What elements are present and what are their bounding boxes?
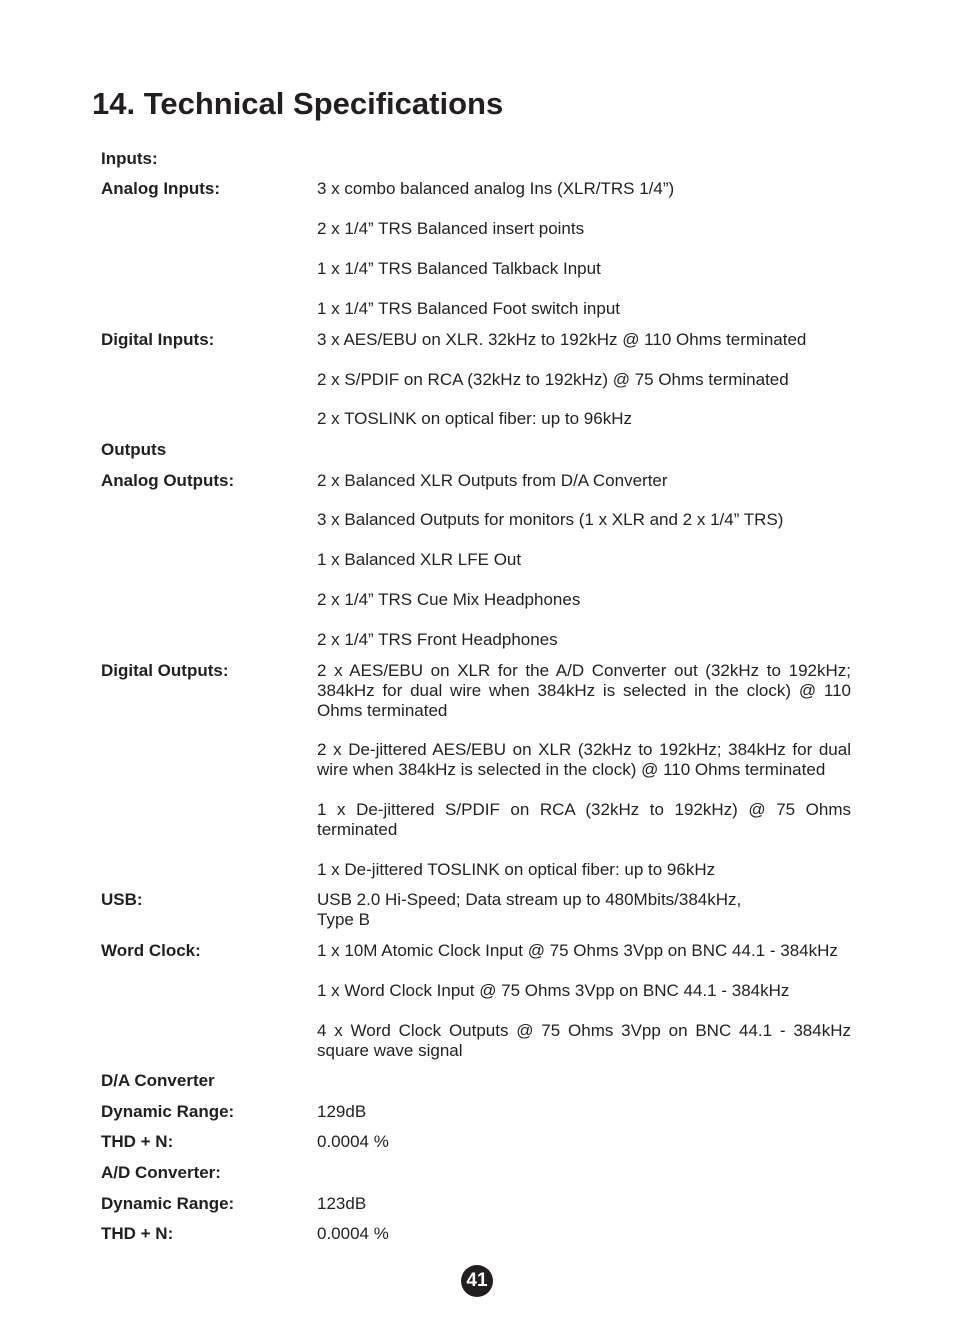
label-digital-outputs: Digital Outputs: bbox=[101, 661, 229, 680]
analog-output-item: 2 x Balanced XLR Outputs from D/A Converter bbox=[317, 471, 668, 490]
usb-spec-line: Type B bbox=[317, 910, 370, 929]
digital-input-item: 2 x TOSLINK on optical fiber: up to 96kHz bbox=[317, 409, 632, 428]
section-heading-inputs: Inputs: bbox=[101, 149, 158, 168]
label-analog-outputs: Analog Outputs: bbox=[101, 471, 235, 490]
analog-input-item: 3 x combo balanced analog Ins (XLR/TRS 1/4”) bbox=[317, 179, 675, 198]
analog-output-item: 1 x Balanced XLR LFE Out bbox=[317, 550, 522, 569]
page-number-badge: 41 bbox=[461, 1265, 493, 1297]
section-heading-da-converter: D/A Converter bbox=[101, 1071, 215, 1090]
label-analog-inputs: Analog Inputs: bbox=[101, 179, 220, 198]
digital-input-item: 2 x S/PDIF on RCA (32kHz to 192kHz) @ 75 Ohms terminated bbox=[317, 370, 789, 389]
section-heading-outputs: Outputs bbox=[101, 440, 167, 459]
label-da-dynamic-range: Dynamic Range: bbox=[101, 1102, 235, 1121]
da-dynamic-range-value: 129dB bbox=[317, 1102, 367, 1121]
analog-input-item: 1 x 1/4” TRS Balanced Foot switch input bbox=[317, 299, 621, 318]
label-ad-dynamic-range: Dynamic Range: bbox=[101, 1194, 235, 1213]
label-ad-thd: THD + N: bbox=[101, 1224, 174, 1243]
digital-output-item: 1 x De-jittered TOSLINK on optical fiber: up to 96kHz bbox=[317, 860, 716, 879]
digital-output-item: 2 x AES/EBU on XLR for the A/D Converter out (32kHz to 192kHz; 384kHz for dual wire when 384kHz is selected in the clock) @ 110 Ohms terminated bbox=[317, 661, 851, 720]
ad-thd-value: 0.0004 % bbox=[317, 1224, 389, 1243]
usb-spec-line: USB 2.0 Hi-Speed; Data stream up to 480Mbits/384kHz, bbox=[317, 890, 742, 909]
word-clock-item: 1 x 10M Atomic Clock Input @ 75 Ohms 3Vpp on BNC 44.1 - 384kHz bbox=[317, 941, 838, 960]
analog-output-item: 2 x 1/4” TRS Front Headphones bbox=[317, 630, 558, 649]
section-heading-ad-converter: A/D Converter: bbox=[101, 1163, 221, 1182]
digital-input-item: 3 x AES/EBU on XLR. 32kHz to 192kHz @ 110 Ohms terminated bbox=[317, 330, 807, 349]
label-da-thd: THD + N: bbox=[101, 1132, 174, 1151]
page-title: 14. Technical Specifications bbox=[92, 86, 504, 121]
label-digital-inputs: Digital Inputs: bbox=[101, 330, 215, 349]
word-clock-item: 4 x Word Clock Outputs @ 75 Ohms 3Vpp on BNC 44.1 - 384kHz square wave signal bbox=[317, 1021, 851, 1060]
digital-output-item: 1 x De-jittered S/PDIF on RCA (32kHz to 192kHz) @ 75 Ohms terminated bbox=[317, 800, 851, 839]
analog-input-item: 2 x 1/4” TRS Balanced insert points bbox=[317, 219, 585, 238]
analog-output-item: 3 x Balanced Outputs for monitors (1 x XLR and 2 x 1/4” TRS) bbox=[317, 510, 784, 529]
label-usb: USB: bbox=[101, 890, 143, 909]
analog-input-item: 1 x 1/4” TRS Balanced Talkback Input bbox=[317, 259, 601, 278]
ad-dynamic-range-value: 123dB bbox=[317, 1194, 367, 1213]
analog-output-item: 2 x 1/4” TRS Cue Mix Headphones bbox=[317, 590, 581, 609]
da-thd-value: 0.0004 % bbox=[317, 1132, 389, 1151]
digital-output-item: 2 x De-jittered AES/EBU on XLR (32kHz to 192kHz; 384kHz for dual wire when 384kHz is selected in the clock) @ 110 Ohms terminated bbox=[317, 740, 851, 779]
word-clock-item: 1 x Word Clock Input @ 75 Ohms 3Vpp on BNC 44.1 - 384kHz bbox=[317, 981, 790, 1000]
label-word-clock: Word Clock: bbox=[101, 941, 201, 960]
